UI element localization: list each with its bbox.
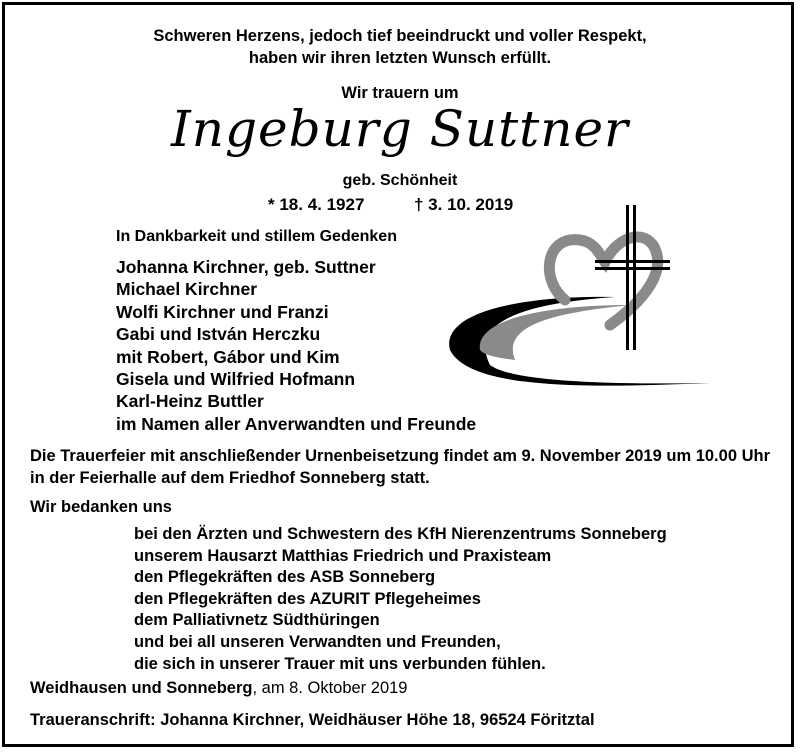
mourners-list xyxy=(116,256,476,435)
cross-vertical-a xyxy=(626,205,629,350)
thanks-heading: Wir bedanken uns xyxy=(30,498,172,516)
intro-text xyxy=(0,25,800,69)
mourner-item: im Namen aller Anverwandten und Freunde xyxy=(116,413,477,434)
thanks-list xyxy=(134,524,667,675)
thanks-item: bei den Ärzten und Schwestern des KfH Nierenzentrums Sonneberg xyxy=(134,525,667,543)
thanks-item: dem Palliativnetz Südthüringen xyxy=(134,611,380,630)
thanks-item: den Pflegekräften des ASB Sonneberg xyxy=(134,568,436,587)
death-date: † 3. 10. 2019 xyxy=(414,195,514,214)
intro-line-1: Schweren Herzens, jedoch tief beeindruckt und voller Respekt, xyxy=(153,27,647,45)
notice-date: , am 8. Oktober 2019 xyxy=(252,679,408,697)
birth-date: * 18. 4. 1927 xyxy=(268,195,365,214)
mourner-item: mit Robert, Gábor und Kim xyxy=(116,346,340,367)
mourner-item: Johanna Kirchner, geb. Suttner xyxy=(116,257,376,277)
birth-name: geb. Schönheit xyxy=(342,172,458,189)
intro-line-2: haben wir ihren letzten Wunsch erfüllt. xyxy=(248,49,552,67)
thanks-item: den Pflegekräften des AZURIT Pflegeheimes xyxy=(134,589,481,608)
cross-horizontal-b xyxy=(595,267,670,270)
mourner-item: Michael Kirchner xyxy=(116,279,258,300)
mourner-item: Karl-Heinz Buttler xyxy=(116,391,264,412)
mourning-address: Traueranschrift: Johanna Kirchner, Weidhäuser Höhe 18, 96524 Föritztal xyxy=(30,711,595,729)
cross-vertical-b xyxy=(633,205,636,350)
mourner-item: Wolfi Kirchner und Franzi xyxy=(116,301,329,322)
gratitude-line: In Dankbarkeit und stillem Gedenken xyxy=(116,228,397,245)
mourning-phrase: Wir trauern um xyxy=(341,84,459,102)
funeral-info xyxy=(30,445,770,489)
place-name: Weidhausen und Sonneberg xyxy=(30,679,253,697)
heart-cross-icon xyxy=(440,200,720,400)
thanks-item: unserem Hausarzt Matthias Friedrich und Praxisteam xyxy=(134,546,552,565)
funeral-line-1: Die Trauerfeier mit anschließender Urnenbeisetzung findet am 9. November 2019 um 10.00 Uhr xyxy=(30,447,770,465)
thanks-item: und bei all unseren Verwandten und Freunden, xyxy=(134,632,501,651)
mourner-item: Gisela und Wilfried Hofmann xyxy=(116,369,356,390)
place-date xyxy=(30,679,407,698)
mourner-item: Gabi und István Herczku xyxy=(116,324,321,345)
thanks-item: die sich in unserer Trauer mit uns verbunden fühlen. xyxy=(134,654,546,673)
funeral-line-2: in der Feierhalle auf dem Friedhof Sonneberg statt. xyxy=(30,469,430,487)
cross-horizontal-a xyxy=(595,260,670,263)
deceased-name: Ingeburg Suttner xyxy=(171,100,629,158)
